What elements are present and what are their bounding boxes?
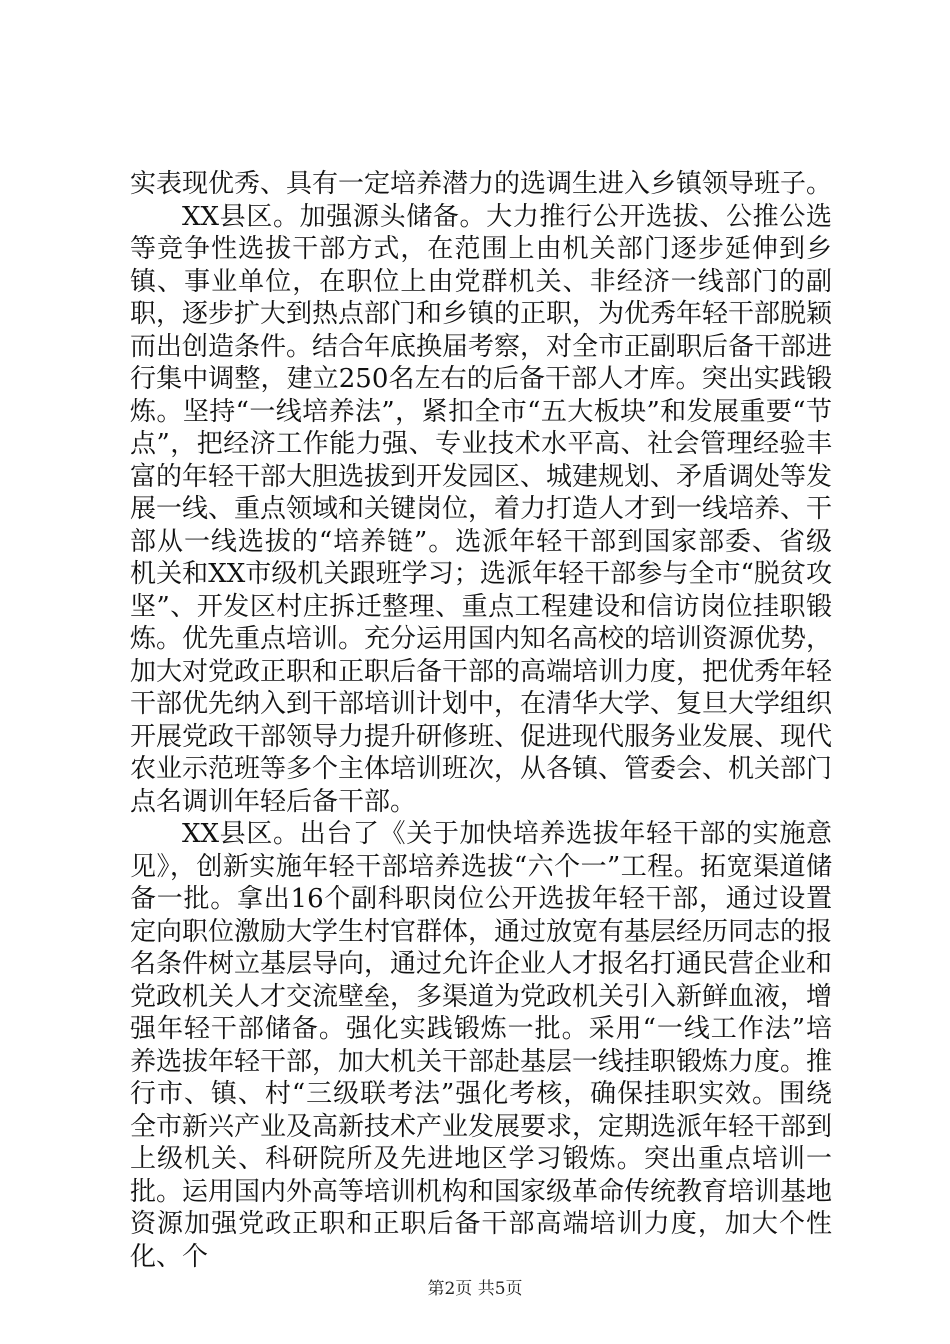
paragraph-county-b: XX县区。出台了《关于加快培养选拔年轻干部的实施意见》，创新实施年轻干部培养选拔“六个一”工程。拓宽渠道储备一批。拿出16个副科职岗位公开选拔年轻干部，通过设置定向职位激励大学生村官群体，通过放宽有基层经历同志的报名条件树立基层导向，通过允许企业人才报名打通民营企业和党政机关人才交流壁垒，多渠道为党政机关引入新鲜血液，增强年轻干部储备。强化实践锻炼一批。采用“一线工作法”培养选拔年轻干部，加大机关干部赴基层一线挂职锻炼力度。推行市、镇、村“三级联考法”强化考核，确保挂职实效。围绕全市新兴产业及高新技术产业发展要求，定期选派年轻干部到上级机关、科研院所及先进地区学习锻炼。突出重点培训一批。运用国内外高等培训机构和国家级革命传统教育培训基地资源加强党政正职和正职后备干部高端培训力度，加大个性化、个 — [130, 819, 833, 1272]
document-body — [130, 168, 832, 1273]
page-footer: 第2页 共5页 — [427, 1279, 523, 1299]
paragraph-county-a: XX县区。加强源头储备。大力推行公开选拔、公推公选等竞争性选拔干部方式，在范围上由机关部门逐步延伸到乡镇、事业单位，在职位上由党群机关、非经济一线部门的副职，逐步扩大到热点部门和乡镇的正职，为优秀年轻干部脱颖而出创造条件。结合年底换届考察，对全市正副职后备干部进行集中调整，建立250名左右的后备干部人才库。突出实践锻炼。坚持“一线培养法”，紧扣全市“五大板块”和发展重要“节点”，把经济工作能力强、专业技术水平高、社会管理经验丰富的年轻干部大胆选拔到开发园区、城建规划、矛盾调处等发展一线、重点领域和关键岗位，着力打造人才到一线培养、干部从一线选拔的“培养链”。选派年轻干部到国家部委、省级机关和XX市级机关跟班学习；选派年轻干部参与全市“脱贫攻坚”、开发区村庄拆迁整理、重点工程建设和信访岗位挂职锻炼。优先重点培训。充分运用国内知名高校的培训资源优势，加大对党政正职和正职后备干部的高端培训力度，把优秀年轻干部优先纳入到干部培训计划中，在清华大学、复旦大学组织开展党政干部领导力提升研修班、促进现代服务业发展、现代农业示范班等多个主体培训班次，从各镇、管委会、机关部门点名调训年轻后备干部。 — [130, 201, 833, 817]
paragraph-continuation: 实表现优秀、具有一定培养潜力的选调生进入乡镇领导班子。 — [130, 169, 833, 199]
